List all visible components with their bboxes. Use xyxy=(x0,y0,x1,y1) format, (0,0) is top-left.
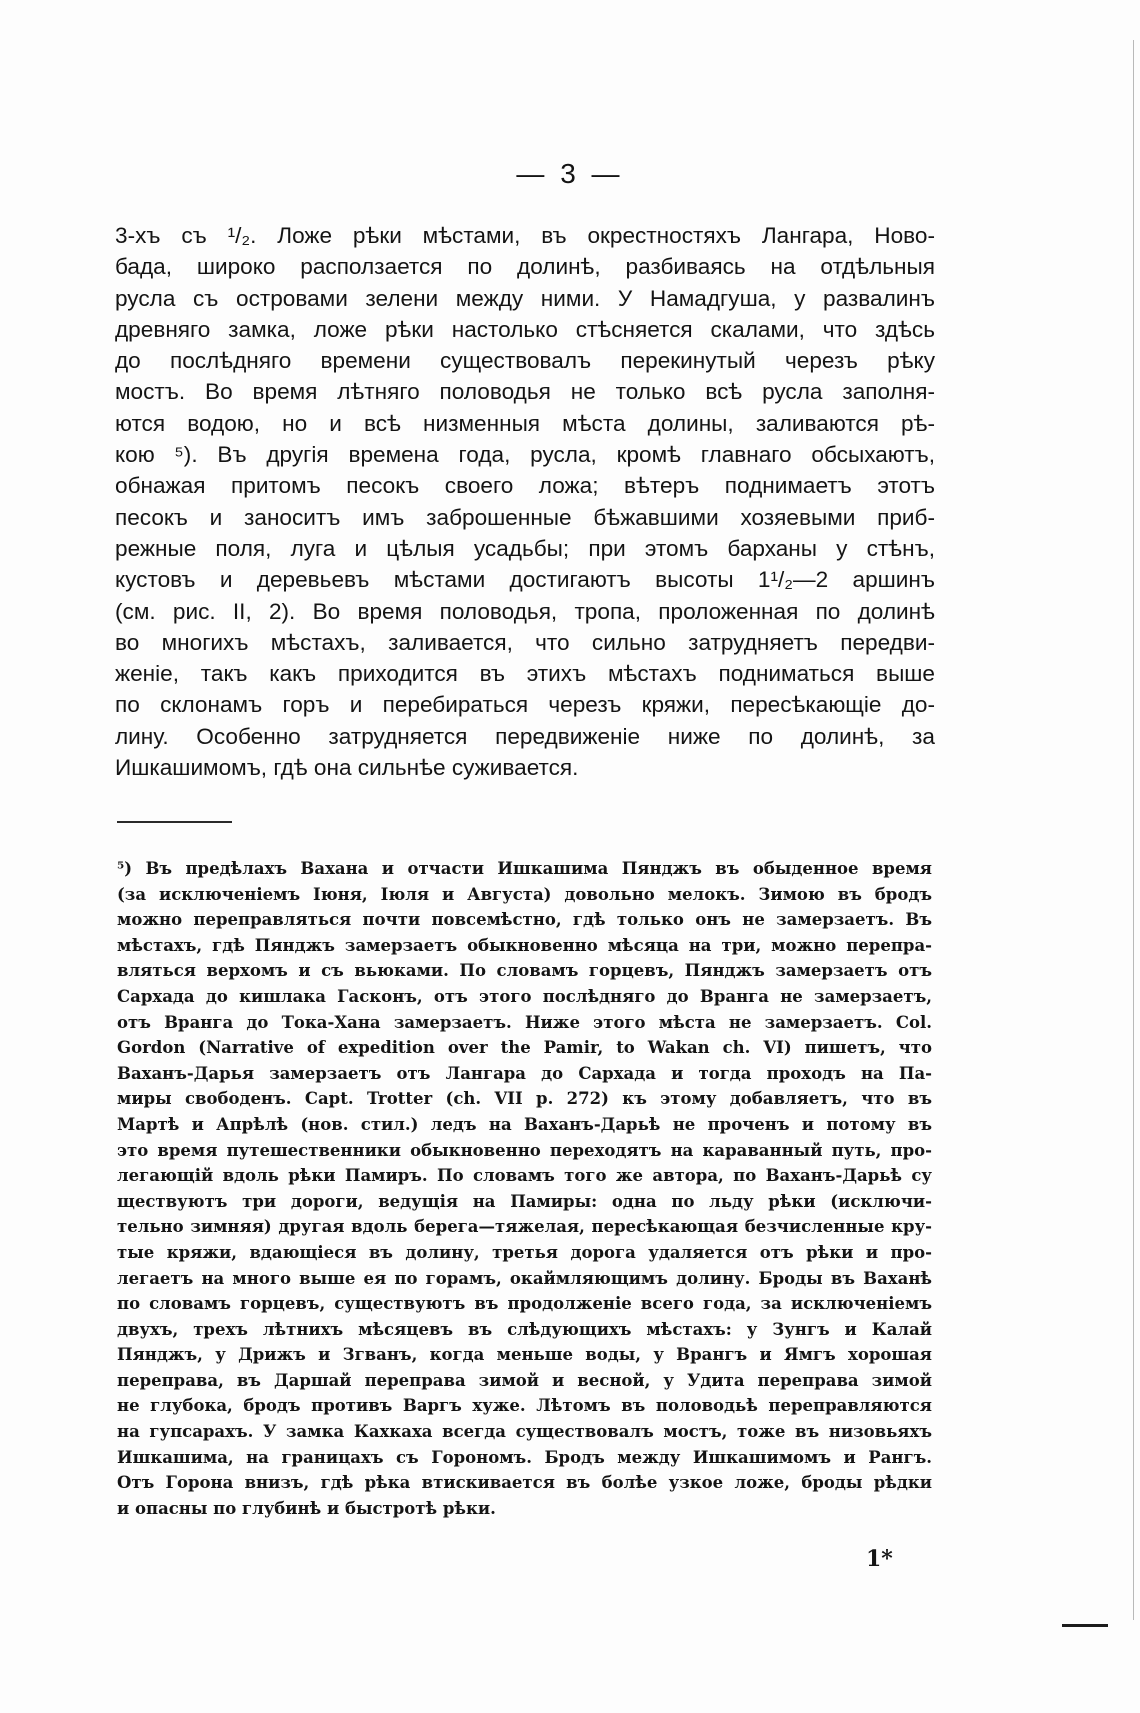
body-text-line: обнажая притомъ песокъ своего ложа; вѣтеръ поднимаетъ этотъ xyxy=(115,473,935,499)
footnote-line: легаетъ на много выше ея по горамъ, окаймляющимъ долину. Броды въ Ваханѣ xyxy=(117,1268,932,1288)
footnote-line: тельно зимняя) другая вдоль берега—тяжелая, пересѣкающая безчисленные кру- xyxy=(117,1217,932,1237)
body-text-line: (см. рис. II, 2). Во время половодья, тропа, проложенная по долинѣ xyxy=(115,598,935,624)
body-text-line: кустовъ и деревьевъ мѣстами достигаютъ высоты 1¹/₂—2 аршинъ xyxy=(115,567,935,593)
footnote-line: (за исключеніемъ Іюня, Іюля и Августа) довольно мелокъ. Зимою въ бродъ xyxy=(117,884,932,904)
footnote-line: переправа, въ Даршай переправа зимой и весной, у Удита переправа зимой xyxy=(117,1370,932,1390)
footnote-line: Мартѣ и Апрѣлѣ (нов. стил.) ледъ на Ваханъ-Дарьѣ не проченъ и потому въ xyxy=(117,1114,932,1134)
body-text-line: Ишкашимомъ, гдѣ она сильнѣе суживается. xyxy=(115,755,579,781)
footnote-line: отъ Вранга до Тока-Хана замерзаетъ. Ниже этого мѣста не замерзаетъ. Col. xyxy=(117,1012,932,1032)
footnote-line: Пянджъ, у Дрижъ и Згванъ, когда меньше воды, у Врангъ и Ямгъ хорошая xyxy=(117,1345,932,1365)
footnote-line: Отъ Горона внизъ, гдѣ рѣка втискивается въ болѣе узкое ложе, броды рѣдки xyxy=(117,1473,932,1493)
footnote-line: можно переправляться почти повсемѣстно, гдѣ только онъ не замерзаетъ. Въ xyxy=(117,910,932,930)
body-text-line: кою ⁵). Въ другія времена года, русла, кромѣ главнаго обсыхаютъ, xyxy=(115,442,935,468)
footnote-line: Ишкашима, на границахъ съ Горономъ. Бродъ между Ишкашимомъ и Рангъ. xyxy=(117,1447,932,1467)
body-text-line: ются водою, но и всѣ низменныя мѣста долины, заливаются рѣ- xyxy=(115,410,935,436)
body-text-line: до послѣдняго времени существовалъ перекинутый черезъ рѣку xyxy=(115,348,935,374)
body-text-line: лину. Особенно затрудняется передвиженіе ниже по долинѣ, за xyxy=(115,723,935,749)
footnote-line: Gordon (Narrative of expedition over the Pamir, to Wakan ch. VI) пишетъ, что xyxy=(117,1038,932,1058)
body-text-line: русла съ островами зелени между ними. У Намадгуша, у развалинъ xyxy=(115,285,935,311)
footnote-line: миры свободенъ. Capt. Trotter (ch. VII p. 272) къ этому добавляетъ, что въ xyxy=(117,1089,932,1109)
body-text-line: режные поля, луга и цѣлыя усадьбы; при этомъ барханы у стѣнъ, xyxy=(115,535,935,561)
footnote-line: тые кряжи, вдающіеся въ долину, третья дорога удаляется отъ рѣки и про- xyxy=(117,1242,932,1262)
footnote-line: ⁵) Въ предѣлахъ Вахана и отчасти Ишкашима Пянджъ въ обыденное время xyxy=(117,859,932,878)
footnote-line: на гупсарахъ. У замка Кахкаха всегда существовалъ мостъ, тоже въ низовьяхъ xyxy=(117,1422,932,1442)
page-number: — 3 — xyxy=(516,158,624,189)
body-text-line: по склонамъ горъ и перебираться черезъ кряжи, пересѣкающіе до- xyxy=(115,692,935,718)
footnote-line: легающій вдоль рѣки Памиръ. По словамъ того же автора, по Ваханъ-Дарьѣ су xyxy=(117,1166,932,1186)
body-text-line: мостъ. Во время лѣтняго половодья не только всѣ русла заполня- xyxy=(115,379,935,405)
scan-edge-dash xyxy=(1062,1624,1108,1627)
footnote xyxy=(117,856,932,1521)
footnote-line: мѣстахъ, гдѣ Пянджъ замерзаетъ обыкновенно мѣсяца на три, можно перепра- xyxy=(117,935,932,955)
footnote-line: и опасны по глубинѣ и быстротѣ рѣки. xyxy=(117,1498,496,1518)
footnote-line: по словамъ горцевъ, существуютъ въ продолженіе всего года, за исключеніемъ xyxy=(117,1294,932,1314)
scan-edge-line xyxy=(1133,40,1134,1620)
footnote-line: не глубока, бродъ противъ Варгъ хуже. Лѣтомъ въ половодьѣ переправляются xyxy=(117,1396,932,1416)
body-text-line: женіе, такъ какъ приходится въ этихъ мѣстахъ подниматься выше xyxy=(115,661,935,687)
footnote-divider xyxy=(117,821,232,823)
footnote-line: двухъ, трехъ лѣтнихъ мѣсяцевъ въ слѣдующихъ мѣстахъ: у Зунгъ и Калай xyxy=(117,1319,932,1339)
footnote-line: вляться верхомъ и съ вьюками. По словамъ горцевъ, Пянджъ замерзаетъ отъ xyxy=(117,961,932,981)
body-text-line: древняго замка, ложе рѣки настолько стѣсняется скалами, что здѣсь xyxy=(115,316,935,342)
footnote-line: Ваханъ-Дарья замерзаетъ отъ Лангара до Сархада и тогда проходъ на Па- xyxy=(117,1063,932,1083)
body-text-line: во многихъ мѣстахъ, заливается, что сильно затрудняетъ передви- xyxy=(115,629,935,655)
footnote-line: это время путешественники обыкновенно переходятъ на караванный путь, про- xyxy=(117,1140,932,1160)
body-text-line: 3-хъ съ ¹/₂. Ложе рѣки мѣстами, въ окрестностяхъ Лангара, Ново- xyxy=(115,223,935,248)
main-paragraph xyxy=(115,220,935,783)
body-text-line: бада, широко расползается по долинѣ, разбиваясь на отдѣльныя xyxy=(115,254,935,280)
signature-mark: 1* xyxy=(866,1546,893,1572)
footnote-line: ществуютъ три дороги, ведущія на Памиры: одна по льду рѣки (исключи- xyxy=(117,1191,932,1211)
body-text-line: песокъ и заноситъ имъ заброшенные бѣжавшими хозяевыми приб- xyxy=(115,504,935,530)
footnote-line: Сархада до кишлака Гасконъ, отъ этого послѣдняго до Вранга не замерзаетъ, xyxy=(117,986,932,1006)
